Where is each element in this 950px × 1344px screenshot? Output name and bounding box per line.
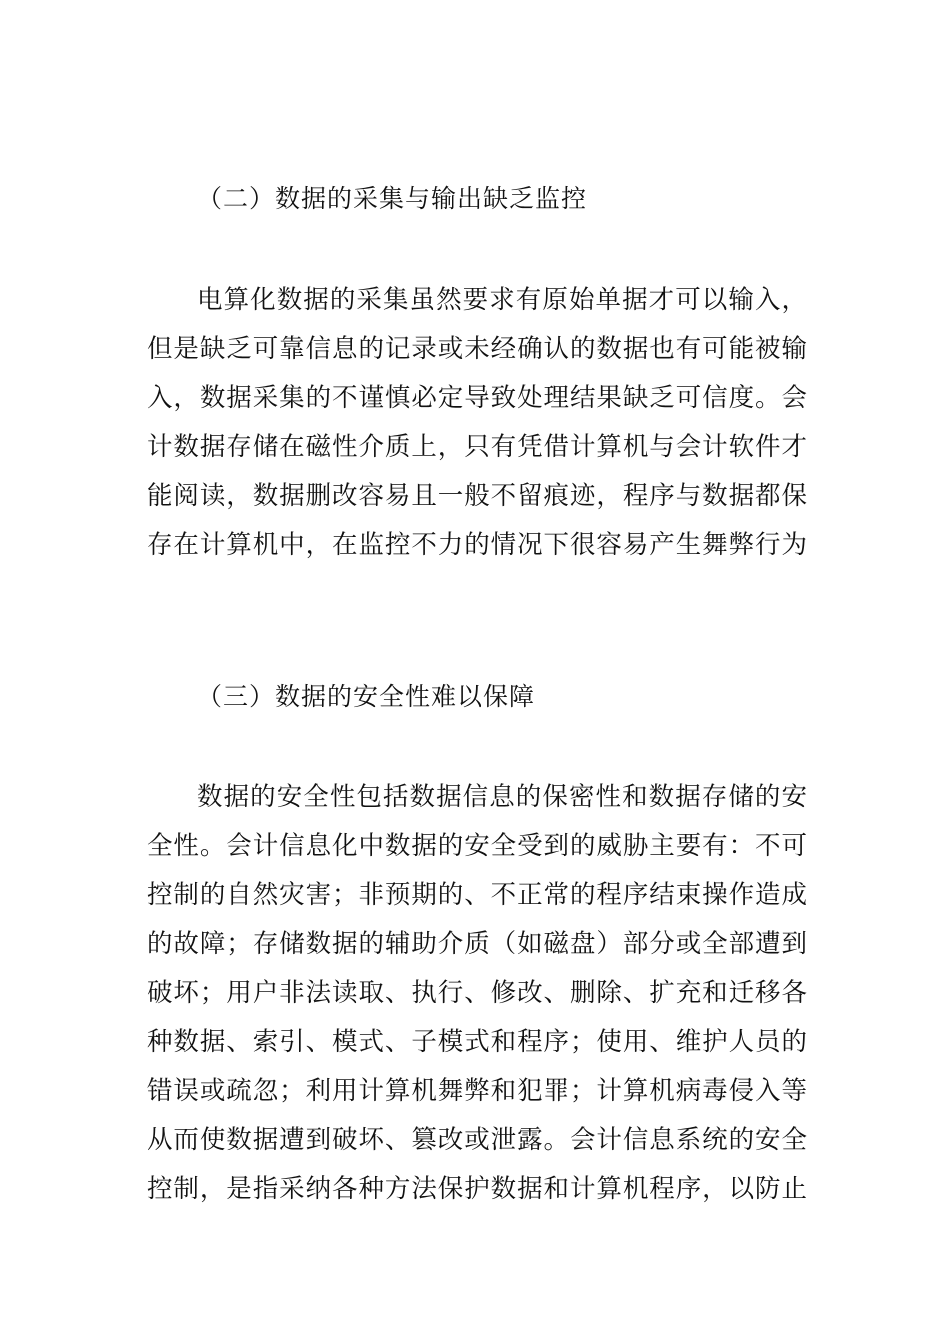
- paragraph-line: 但是缺乏可靠信息的记录或未经确认的数据也有可能被输: [147, 334, 807, 364]
- section-heading-3: （三）数据的安全性难以保障: [197, 682, 536, 711]
- paragraph-line: 全性。会计信息化中数据的安全受到的威胁主要有：不可: [147, 831, 807, 861]
- paragraph-line: 控制的自然灾害；非预期的、不正常的程序结束操作造成: [147, 880, 807, 910]
- paragraph-line: 种数据、索引、模式、子模式和程序；使用、维护人员的: [147, 1027, 807, 1057]
- paragraph-line: 错误或疏忽；利用计算机舞弊和犯罪；计算机病毒侵入等: [147, 1076, 807, 1106]
- paragraph-line: 从而使数据遭到破坏、篡改或泄露。会计信息系统的安全: [147, 1125, 807, 1155]
- section-heading-2: （二）数据的采集与输出缺乏监控: [197, 184, 588, 213]
- paragraph-line: 破坏；用户非法读取、执行、修改、删除、扩充和迁移各: [147, 978, 807, 1008]
- paragraph-line: 计数据存储在磁性介质上，只有凭借计算机与会计软件才: [147, 432, 807, 462]
- paragraph-line: 能阅读，数据删改容易且一般不留痕迹，程序与数据都保: [147, 481, 807, 511]
- paragraph-line: 数据的安全性包括数据信息的保密性和数据存储的安: [197, 782, 807, 812]
- paragraph-line: 控制，是指采纳各种方法保护数据和计算机程序，以防止: [147, 1174, 807, 1204]
- paragraph-line: 电算化数据的采集虽然要求有原始单据才可以输入，: [197, 285, 807, 315]
- paragraph-line: 存在计算机中，在监控不力的情况下很容易产生舞弊行为: [147, 530, 807, 560]
- paragraph-line: 的故障；存储数据的辅助介质（如磁盘）部分或全部遭到: [147, 929, 807, 959]
- paragraph-line: 入，数据采集的不谨慎必定导致处理结果缺乏可信度。会: [147, 383, 807, 413]
